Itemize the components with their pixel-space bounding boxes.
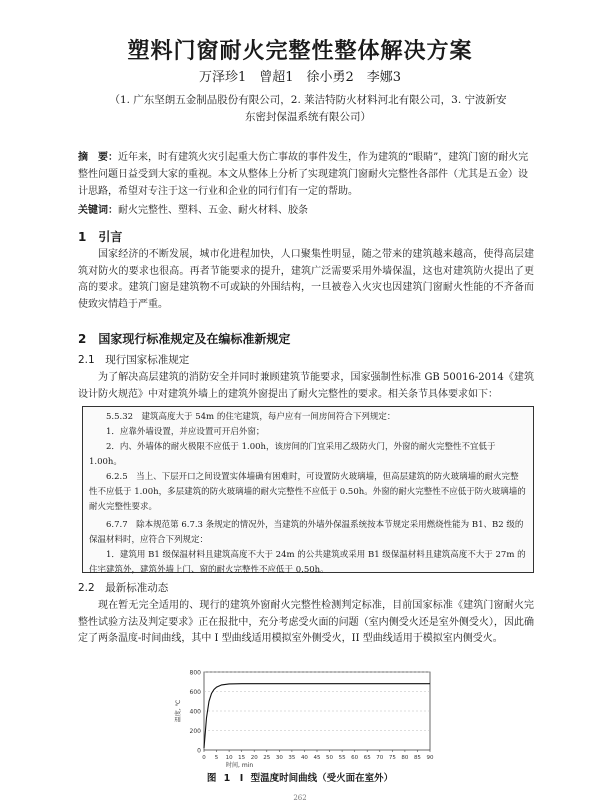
x-tick-label: 55 (338, 755, 346, 761)
abstract-label: 摘 要： (78, 152, 118, 163)
y-tick-label: 800 (189, 669, 201, 677)
standard-clause: 5.5.32 建筑高度大于 54m 的住宅建筑，每户应有一间房间符合下列规定： (106, 412, 396, 422)
y-axis-label: 温度, ℃ (175, 699, 182, 723)
y-tick-label: 200 (189, 728, 201, 735)
keywords-text: 耐火完整性、塑料、五金、耐火材料、胶条 (118, 205, 308, 216)
x-tick-label: 0 (202, 755, 206, 761)
x-tick-label: 60 (351, 755, 359, 761)
x-tick-label: 15 (238, 755, 246, 761)
x-tick-label: 10 (225, 755, 233, 761)
x-tick-label: 90 (426, 755, 434, 761)
section-2-1-heading: 2.1 现行国家标准规定 (78, 354, 190, 366)
author-affiliations: （1. 广东坚朗五金制品股份有限公司，2. 莱洁特防火材料河北有限公司，3. 宁波新安东密封保温系统有限公司） (109, 94, 507, 123)
standard-clause: 6.2.5 当上、下层开口之间设置实体墙确有困难时，可设置防火玻璃墙，但高层建筑的防火玻璃墙的耐火完整性不应低于 1.00h，多层建筑的防火玻璃墙的耐火完整性不应低于 0.50h。外窗的耐火完整性不应低于防火玻璃墙的耐火完整性要求。 (89, 472, 526, 512)
standard-clause: 1．应靠外墙设置，并应设置可开启外窗； (106, 427, 265, 437)
section-1-heading: 1 引言 (78, 230, 123, 244)
temperature-time-chart (168, 666, 440, 770)
x-tick-label: 35 (288, 755, 296, 761)
section-1-paragraph: 国家经济的不断发展，城市化进程加快，人口聚集性明显，随之带来的建筑越来越高，使得高层建筑对防火的要求也很高。再者节能要求的提升，建筑广泛需要采用外墙保温，这也对建筑防火提出了更高的要求。建筑门窗是建筑物不可或缺的外围结构，一旦被卷入火灾也因建筑门窗耐火性能的不齐备而使致灾情趋于严重。 (78, 249, 534, 310)
x-tick-label: 75 (388, 755, 396, 761)
standard-excerpt-box (82, 406, 534, 573)
section-2-2-paragraph: 现在暂无完全适用的、现行的建筑外窗耐火完整性检测判定标准，目前国家标准《建筑门窗耐火完整性试验方法及判定要求》正在报批中，充分考虑受火面的问题（室内侧受火还是室外侧受火），因此确定了两条温度-时间曲线，其中 I 型曲线适用模拟室外侧受火，II 型曲线适用于模拟室内侧受火。 (78, 600, 534, 644)
x-tick-label: 65 (363, 755, 371, 761)
x-tick-label: 30 (275, 755, 283, 761)
x-tick-label: 20 (250, 755, 258, 761)
x-tick-label: 80 (401, 755, 409, 761)
keywords-label: 关键词： (78, 205, 118, 216)
x-tick-label: 25 (263, 755, 271, 761)
x-axis-label: 时间, min (226, 762, 254, 769)
abstract (78, 149, 534, 200)
series-line (204, 684, 430, 748)
y-tick-label: 400 (189, 708, 201, 716)
section-2-2-heading: 2.2 最新标准动态 (78, 582, 169, 594)
x-tick-label: 45 (313, 755, 321, 761)
x-tick-label: 40 (300, 755, 308, 761)
abstract-text: 近年来，时有建筑火灾引起重大伤亡事故的事件发生，作为建筑的“眼睛”，建筑门窗的耐火完整性问题日益受到大家的重视。本文从整体上分析了实现建筑门窗耐火完整性各部件（尤其是五金）设计思路，希望对专注于这一行业和企业的同行们有一定的帮助。 (78, 152, 529, 197)
x-tick-label: 50 (326, 755, 334, 761)
figure-caption: 图 1 I 型温度时间曲线（受火面在室外） (206, 773, 394, 784)
y-tick-label: 0 (197, 747, 201, 755)
y-tick-label: 600 (189, 689, 201, 696)
keywords (78, 201, 534, 216)
x-tick-label: 70 (376, 755, 384, 761)
paper-title: 塑料门窗耐火完整性整体解决方案 (127, 39, 473, 64)
section-2-1-paragraph: 为了解决高层建筑的消防安全并同时兼顾建筑节能要求，国家强制性标准 GB 50016-2014《建筑设计防火规范》中对建筑外墙上的建筑外窗提出了耐火完整性的要求。相关条节具体要求如下： (78, 372, 534, 400)
x-tick-label: 5 (214, 755, 219, 761)
page-number: 262 (293, 794, 307, 802)
chart-canvas (168, 666, 440, 770)
x-tick-label: 85 (413, 755, 421, 761)
author-list: 万泽珍1 曾超1 徐小勇2 李娜3 (198, 70, 402, 85)
standard-clause: 1．建筑用 B1 级保温材料且建筑高度不大于 24m 的公共建筑或采用 B1 级保温材料且建筑高度不大于 27m 的住宅建筑外，建筑外墙上门、窗的耐火完整性不应低于 0.50h。 (89, 550, 526, 575)
section-2-heading: 2 国家现行标准规定及在编标准新规定 (78, 332, 291, 346)
standard-clause: 2．内、外墙体的耐火极限不应低于 1.00h，该房间的门宜采用乙级防火门，外窗的耐火完整性不宜低于 1.00h。 (89, 442, 496, 467)
standard-clause: 6.7.7 除本规范第 6.7.3 条规定的情况外，当建筑的外墙外保温系统按本节规定采用燃烧性能为 B1、B2 级的保温材料时，应符合下列规定： (89, 520, 524, 545)
